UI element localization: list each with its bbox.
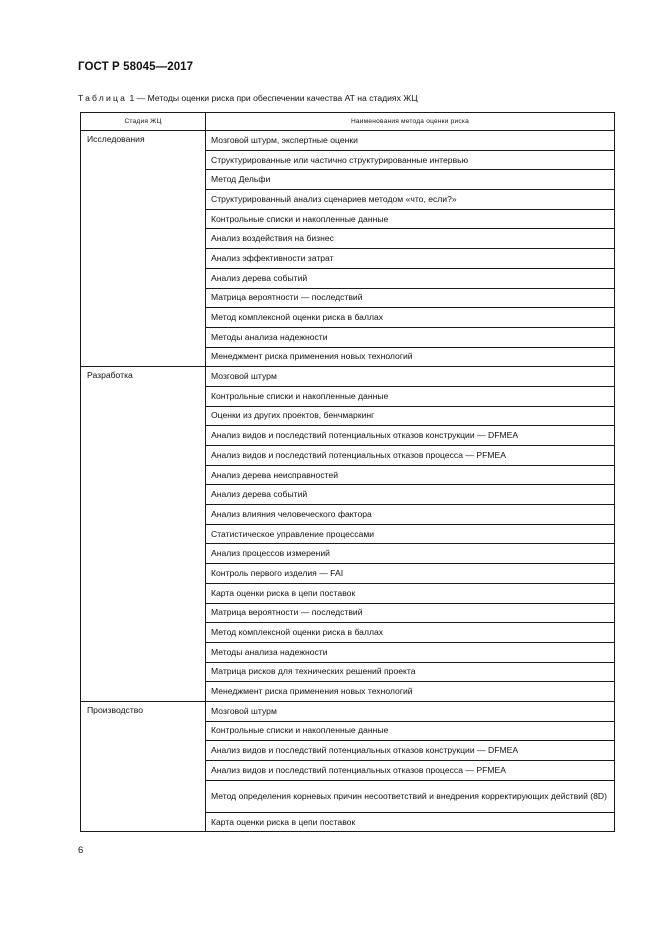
method-cell: Мозговой штурм, экспертные оценки	[206, 131, 615, 151]
method-cell: Мозговой штурм	[206, 701, 615, 721]
column-header-stage: Стадия ЖЦ	[81, 113, 206, 131]
table-caption	[78, 93, 418, 103]
stage-cell: Производство	[81, 701, 206, 831]
method-cell: Анализ видов и последствий потенциальных отказов конструкции — DFMEA	[206, 426, 615, 446]
stage-cell: Разработка	[81, 367, 206, 702]
table-row	[81, 701, 615, 721]
method-cell: Метод комплексной оценки риска в баллах	[206, 308, 615, 328]
method-cell: Контрольные списки и накопленные данные	[206, 386, 615, 406]
method-cell: Метод комплексной оценки риска в баллах	[206, 623, 615, 643]
method-cell: Оценки из других проектов, бенчмаркинг	[206, 406, 615, 426]
method-cell: Анализ дерева неисправностей	[206, 465, 615, 485]
method-cell: Метод Дельфи	[206, 170, 615, 190]
table-row	[81, 367, 615, 387]
method-cell: Анализ воздействия на бизнес	[206, 229, 615, 249]
method-cell: Анализ видов и последствий потенциальных отказов конструкции — DFMEA	[206, 741, 615, 761]
method-cell: Метод определения корневых причин несоответствий и внедрения корректирующих действий (8D)	[206, 780, 615, 812]
method-cell: Анализ эффективности затрат	[206, 249, 615, 269]
page-number: 6	[78, 845, 84, 856]
method-cell: Анализ видов и последствий потенциальных отказов процесса — PFMEA	[206, 761, 615, 781]
table-header-row	[81, 113, 615, 131]
method-cell: Контрольные списки и накопленные данные	[206, 721, 615, 741]
method-cell: Менеджмент риска применения новых технологий	[206, 682, 615, 702]
risk-methods-table	[80, 112, 615, 832]
table-body	[81, 131, 615, 832]
method-cell: Методы анализа надежности	[206, 327, 615, 347]
method-cell: Карта оценки риска в цепи поставок	[206, 583, 615, 603]
table-caption-label: Таблица	[78, 93, 128, 103]
method-cell: Статистическое управление процессами	[206, 524, 615, 544]
method-cell: Мозговой штурм	[206, 367, 615, 387]
method-cell: Менеджмент риска применения новых технологий	[206, 347, 615, 367]
table-caption-text: — Методы оценки риска при обеспечении качества АТ на стадиях ЖЦ	[136, 93, 418, 103]
stage-cell: Исследования	[81, 131, 206, 367]
method-cell: Контроль первого изделия — FAI	[206, 564, 615, 584]
method-cell: Матрица вероятности — последствий	[206, 288, 615, 308]
method-cell: Анализ видов и последствий потенциальных отказов процесса — PFMEA	[206, 446, 615, 466]
column-header-method: Наименования метода оценки риска	[206, 113, 615, 131]
method-cell: Матрица рисков для технических решений проекта	[206, 662, 615, 682]
method-cell: Анализ дерева событий	[206, 485, 615, 505]
method-cell: Карта оценки риска в цепи поставок	[206, 812, 615, 832]
method-cell: Матрица вероятности — последствий	[206, 603, 615, 623]
method-cell: Структурированные или частично структурированные интервью	[206, 150, 615, 170]
method-cell: Анализ влияния человеческого фактора	[206, 505, 615, 525]
method-cell: Методы анализа надежности	[206, 642, 615, 662]
table-row	[81, 131, 615, 151]
method-cell: Анализ процессов измерений	[206, 544, 615, 564]
method-cell: Структурированный анализ сценариев методом «что, если?»	[206, 190, 615, 210]
document-code: ГОСТ Р 58045—2017	[78, 61, 194, 73]
method-cell: Контрольные списки и накопленные данные	[206, 209, 615, 229]
table-caption-number: 1	[129, 93, 135, 103]
method-cell: Анализ дерева событий	[206, 268, 615, 288]
